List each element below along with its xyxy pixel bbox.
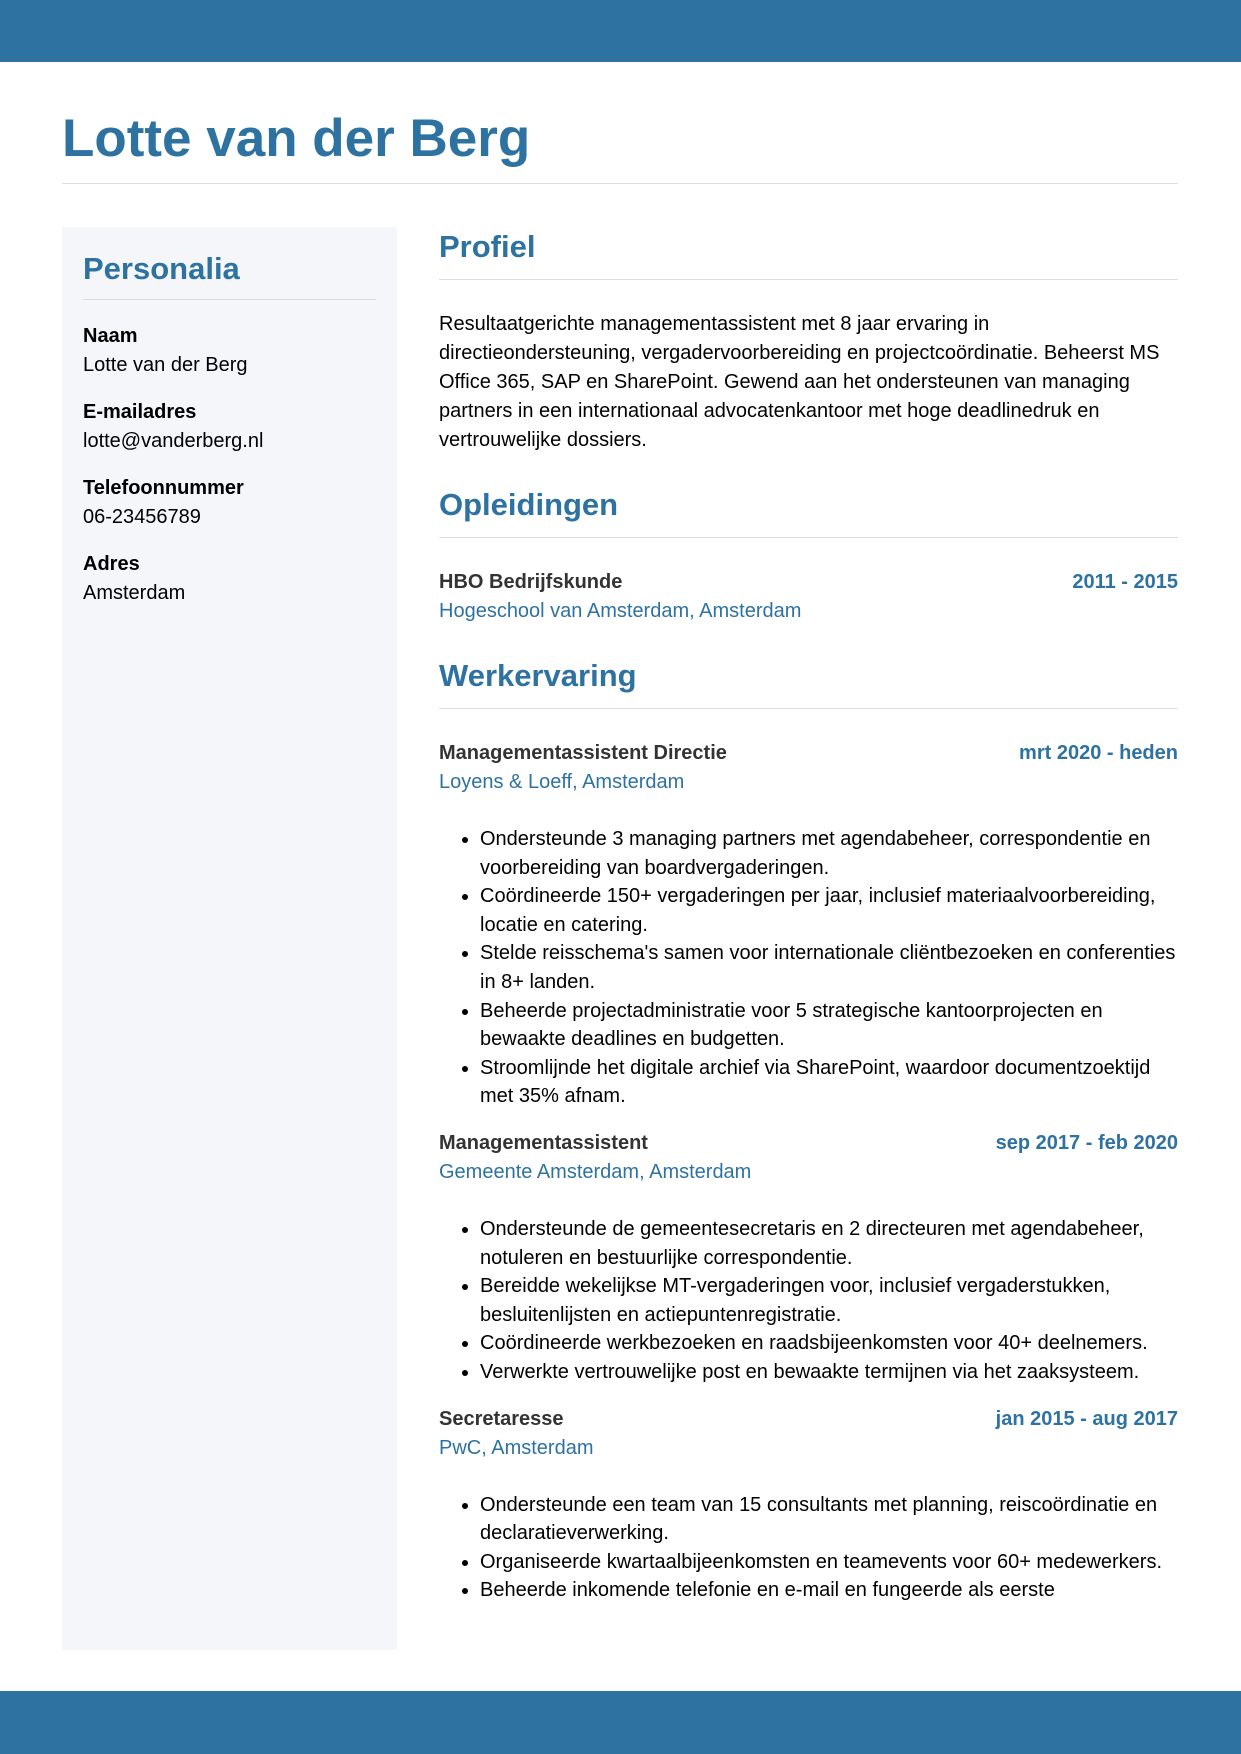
title-divider <box>62 183 1178 184</box>
section-title-education: Opleidingen <box>439 487 619 522</box>
field-label: E-mailadres <box>83 401 197 423</box>
job-entry <box>439 1129 1178 1387</box>
profile-text: Resultaatgerichte managementassistent met 8 jaar ervaring in directieondersteuning, vergadervoorbereiding en projectcoördinatie. Beheerst MS Office 365, SAP en SharePoint. Gewend aan het ondersteunen van managing partners in een internationaal advocatenkantoor met hoge deadlinedruk en vertrouwelijke dossiers. <box>439 313 1160 451</box>
field-value: lotte@vanderberg.nl <box>83 430 264 452</box>
list-item: • Stroomlijnde het digitale archief via SharePoint, waardoor documentzoektijd met 35% afnam. <box>480 1054 1178 1111</box>
job-bullets <box>439 825 1178 1111</box>
experience-section <box>439 656 1178 1605</box>
field-value: 06-23456789 <box>83 506 201 528</box>
degree-title: HBO Bedrijfskunde <box>439 571 623 593</box>
page-title: Lotte van der Berg <box>62 109 531 168</box>
section-divider <box>439 708 1178 709</box>
list-item: • Ondersteunde 3 managing partners met agendabeheer, correspondentie en voorbereiding van boardvergaderingen. <box>480 825 1178 882</box>
personalia-sidebar <box>62 227 397 1650</box>
entry-header <box>439 568 1178 597</box>
field-label: Naam <box>83 325 138 347</box>
section-title-experience: Werkervaring <box>439 658 637 693</box>
list-item: • Organiseerde kwartaalbijeenkomsten en teamevents voor 60+ medewerkers. <box>480 1548 1178 1577</box>
education-section <box>439 485 1178 626</box>
entry-period: 2011 - 2015 <box>1072 571 1178 593</box>
list-item: • Coördineerde werkbezoeken en raadsbijeenkomsten voor 40+ deelnemers. <box>480 1329 1178 1358</box>
job-role: Managementassistent <box>439 1131 648 1154</box>
employer: Loyens & Loeff, Amsterdam <box>439 771 685 793</box>
education-entry <box>439 568 1178 626</box>
field-value: Amsterdam <box>83 582 186 604</box>
entry-period: jan 2015 - aug 2017 <box>995 1407 1178 1430</box>
list-item: • Verwerkte vertrouwelijke post en bewaakte termijnen via het zaaksysteem. <box>480 1358 1178 1387</box>
section-divider <box>439 279 1178 280</box>
job-entry <box>439 739 1178 1111</box>
list-item: • Beheerde inkomende telefonie en e-mail en fungeerde als eerste <box>480 1576 1178 1605</box>
list-item: • Coördineerde 150+ vergaderingen per jaar, inclusief materiaalvoorbereiding, locatie en catering. <box>480 882 1178 939</box>
entry-period: mrt 2020 - heden <box>1019 742 1178 764</box>
list-item: • Ondersteunde een team van 15 consultants met planning, reiscoördinatie en declaratieverwerking. <box>480 1491 1178 1548</box>
field-label: Telefoonnummer <box>83 477 244 499</box>
list-item: • Bereidde wekelijkse MT-vergaderingen voor, inclusief vergaderstukken, besluitenlijsten en actiepuntenregistratie. <box>480 1272 1178 1329</box>
employer: Gemeente Amsterdam, Amsterdam <box>439 1160 752 1183</box>
field-value: Lotte van der Berg <box>83 354 248 376</box>
field-address <box>83 550 376 608</box>
entry-header <box>439 739 1178 768</box>
sidebar-divider <box>83 299 376 300</box>
institution: Hogeschool van Amsterdam, Amsterdam <box>439 600 802 622</box>
entry-period: sep 2017 - feb 2020 <box>995 1131 1178 1154</box>
sidebar-title: Personalia <box>83 251 240 286</box>
job-bullets <box>439 1215 1178 1387</box>
job-role: Managementassistent Directie <box>439 742 727 764</box>
main-content <box>439 227 1178 1623</box>
footer-band <box>0 1691 1241 1754</box>
entry-header <box>439 1405 1178 1434</box>
section-divider <box>439 537 1178 538</box>
list-item: • Ondersteunde de gemeentesecretaris en 2 directeuren met agendabeheer, notuleren en bestuurlijke correspondentie. <box>480 1215 1178 1272</box>
field-phone <box>83 474 376 532</box>
list-item: • Beheerde projectadministratie voor 5 strategische kantoorprojecten en bewaakte deadlines en budgetten. <box>480 997 1178 1054</box>
header-band <box>0 0 1241 62</box>
list-item: • Stelde reisschema's samen voor internationale cliëntbezoeken en conferenties in 8+ landen. <box>480 939 1178 996</box>
job-bullets <box>439 1491 1178 1605</box>
field-label: Adres <box>83 553 140 575</box>
employer: PwC, Amsterdam <box>439 1436 594 1459</box>
job-role: Secretaresse <box>439 1407 564 1430</box>
job-entry <box>439 1405 1178 1605</box>
field-name <box>83 322 376 380</box>
section-title-profile: Profiel <box>439 229 536 264</box>
profile-section <box>439 227 1178 455</box>
entry-header <box>439 1129 1178 1158</box>
field-email <box>83 398 376 456</box>
